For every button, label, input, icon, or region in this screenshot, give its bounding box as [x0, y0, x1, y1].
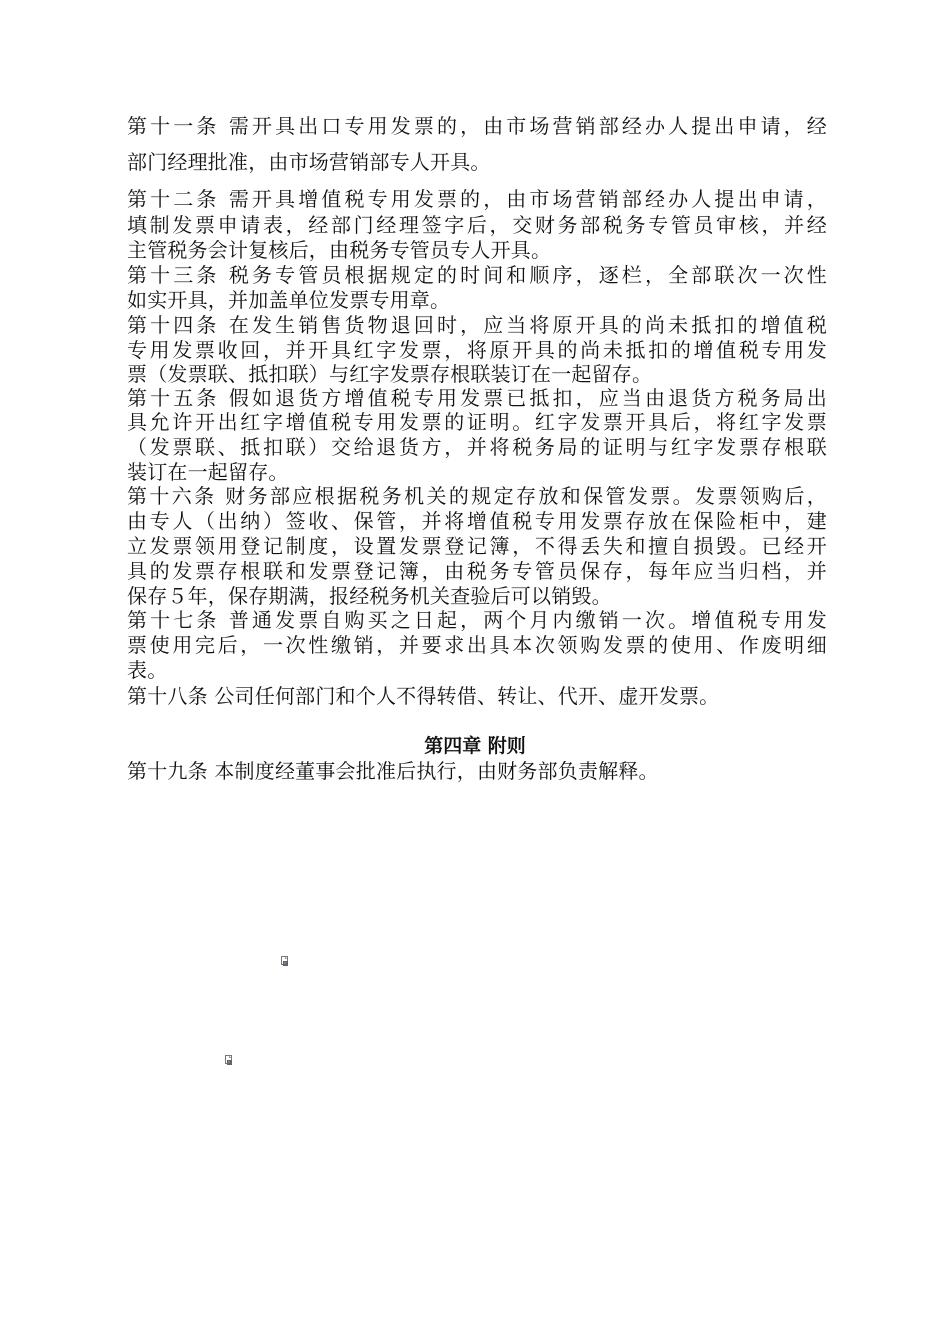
text-line: 表。 — [127, 658, 168, 682]
text-line: 第十二条 需开具增值税专用发票的，由市场营销部经办人提出申请， — [127, 187, 827, 211]
text-line: 如实开具，并加盖单位发票专用章。 — [127, 288, 451, 312]
text-line: 第十三条 税务专管员根据规定的时间和顺序，逐栏，全部联次一次性 — [127, 263, 827, 287]
text-line: （发票联、抵扣联）交给退货方，并将税务局的证明与红字发票存根联 — [127, 435, 827, 459]
text-line: 保存５年，保存期满，报经税务机关查验后可以销毁。 — [127, 584, 612, 608]
text-line: 装订在一起留存。 — [127, 460, 289, 484]
broken-image-icon — [225, 1055, 234, 1066]
text-line: 专用发票收回，并开具红字发票，将原开具的尚未抵扣的增值税专用发 — [127, 338, 827, 362]
text-line: 票（发票联、抵扣联）与红字发票存根联装订在一起留存。 — [127, 362, 653, 386]
text-line: 票使用完后，一次性缴销，并要求出具本次领购发票的使用、作废明细 — [127, 633, 827, 657]
text-line: 第十六条 财务部应根据税务机关的规定存放和保管发票。发票领购后， — [127, 484, 827, 508]
text-line: 第十一条 需开具出口专用发票的，由市场营销部经办人提出申请，经 — [127, 114, 827, 138]
broken-image-icon — [281, 956, 290, 967]
text-line: 主管税务会计复核后，由税务专管员专人开具。 — [127, 238, 552, 262]
text-line: 第十七条 普通发票自购买之日起，两个月内缴销一次。增值税专用发 — [127, 608, 827, 632]
text-line: 第十九条 本制度经董事会批准后执行，由财务部负责解释。 — [127, 759, 659, 783]
text-line: 由专人（出纳）签收、保管，并将增值税专用发票存放在保险柜中，建 — [127, 509, 827, 533]
text-line: 第十四条 在发生销售货物退回时，应当将原开具的尚未抵扣的增值税 — [127, 313, 827, 337]
text-line: 具的发票存根联和发票登记簿，由税务专管员保存，每年应当归档，并 — [127, 559, 827, 583]
text-line: 第十八条 公司任何部门和个人不得转借、转让、代开、虚开发票。 — [127, 684, 720, 708]
text-line: 第十五条 假如退货方增值税专用发票已抵扣，应当由退货方税务局出 — [127, 386, 827, 410]
text-line: 部门经理批准，由市场营销部专人开具。 — [127, 150, 491, 174]
text-line: 具允许开出红字增值税专用发票的证明。红字发票开具后，将红字发票 — [127, 410, 827, 434]
text-line: 填制发票申请表，经部门经理签字后，交财务部税务专管员审核，并经 — [127, 213, 827, 237]
text-line: 立发票领用登记制度，设置发票登记簿，不得丢失和擅自损毁。已经开 — [127, 534, 827, 558]
chapter-heading: 第四章 附则 — [424, 735, 526, 757]
